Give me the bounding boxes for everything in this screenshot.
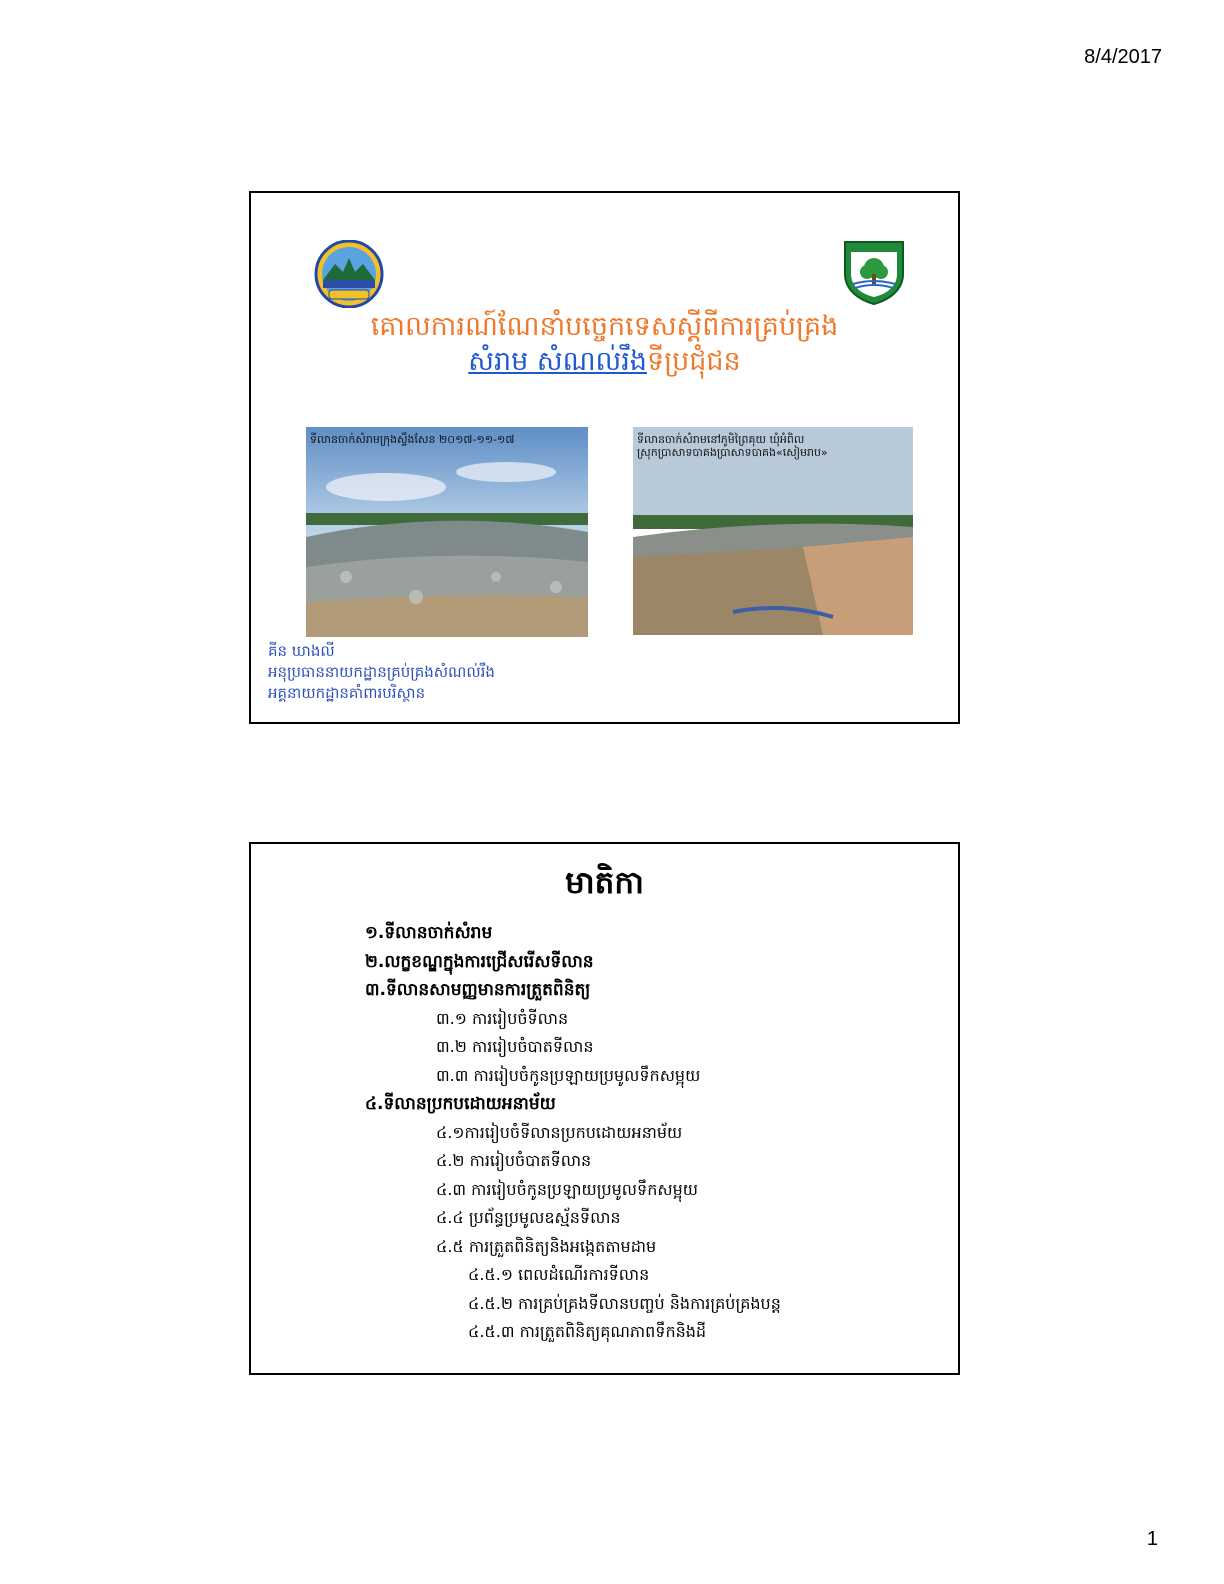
- slide-title-line2: [251, 345, 958, 384]
- photo-caption-line2: ស្រុកប្រាសាទបាគងប្រាសាទបាគង«សៀមរាប»: [637, 446, 828, 459]
- toc-item: ៤.៤ ប្រព័ន្ធប្រមូលឧស្ម័នទីលាន: [436, 1208, 621, 1227]
- presenter-role1: អនុប្រធាននាយកដ្ឋានគ្រប់គ្រងសំណល់រឹង: [268, 663, 495, 681]
- presenter-name: គីន ឃាងលី: [268, 642, 335, 660]
- toc-item: ៣.៣ ការរៀបចំកូនប្រឡាយប្រមូលទឹកសម្អុយ: [436, 1066, 701, 1085]
- environment-ministry-logo: [313, 240, 385, 308]
- toc-item: ៤.១ការរៀបចំទីលានប្រកបដោយអនាម័យ: [436, 1123, 683, 1142]
- photo-caption: [637, 433, 828, 459]
- green-shield-logo: [841, 238, 907, 306]
- page-number: 1: [1146, 1528, 1158, 1550]
- toc-item: ៣.២ ការរៀបចំបាតទីលាន: [436, 1037, 594, 1056]
- landfill-photo-stung-saen: [306, 427, 588, 637]
- toc-item: ២.លក្ខខណ្ឌក្នុងការជ្រើសរើសទីលាន: [365, 952, 594, 972]
- photo-caption-line1: ទីលានចាក់សំរាមនៅភូមិព្រៃគុយ ឃុំអំពិល: [637, 433, 805, 446]
- presenter-info: [268, 641, 495, 704]
- toc-item: ១.ទីលានចាក់សំរាម: [365, 923, 493, 943]
- toc-item: ៤.៥ ការត្រួតពិនិត្យនិងអង្កេតតាមដាម: [436, 1237, 657, 1256]
- slide-title-line1: គោលការណ៍ណែនាំបច្ចេកទេសស្តីពីការគ្រប់គ្រង: [370, 311, 839, 342]
- toc-item: ៤.ទីលានប្រកបដោយអនាម័យ: [365, 1094, 556, 1114]
- page-date: 8/4/2017: [1084, 46, 1162, 68]
- photo-caption: ទីលានចាក់សំរាមក្រុងស្ទឹងសែន ២០១៧-១១-១៧: [310, 433, 515, 446]
- title-highlight-link[interactable]: សំរាម សំណល់រឹង: [468, 346, 647, 377]
- toc-item: ៤.៥.៣ ការត្រួតពិនិត្យគុណភាពទឹកនិងដី: [468, 1322, 707, 1341]
- toc-item: ៤.៥.២ ការគ្រប់គ្រងទីលានបញ្ចប់ និងការគ្រប់គ្រងបន្ត: [468, 1294, 781, 1313]
- presenter-role2: អគ្គនាយកដ្ឋានគាំពារបរិស្ថាន: [268, 684, 426, 702]
- title-slide: [249, 191, 960, 724]
- toc-item: ៤.៣ ការរៀបចំកូនប្រឡាយប្រមូលទឹកសម្អុយ: [436, 1180, 698, 1199]
- toc-title: មាតិកា: [565, 865, 644, 901]
- toc-item: ៣.ទីលានសាមញ្ញមានការត្រួតពិនិត្យ: [365, 980, 591, 1000]
- toc-item: ៤.៥.១ ពេលដំណើរការទីលាន: [468, 1265, 650, 1284]
- landfill-image: [306, 427, 588, 637]
- toc-item: ៤.២ ការរៀបចំបាតទីលាន: [436, 1151, 592, 1170]
- landfill-photo-siem-reap: [633, 427, 913, 635]
- contents-slide: [249, 842, 960, 1375]
- title-rest: ទីប្រជុំជន: [646, 346, 741, 377]
- toc-item: ៣.១ ការរៀបចំទីលាន: [436, 1009, 569, 1028]
